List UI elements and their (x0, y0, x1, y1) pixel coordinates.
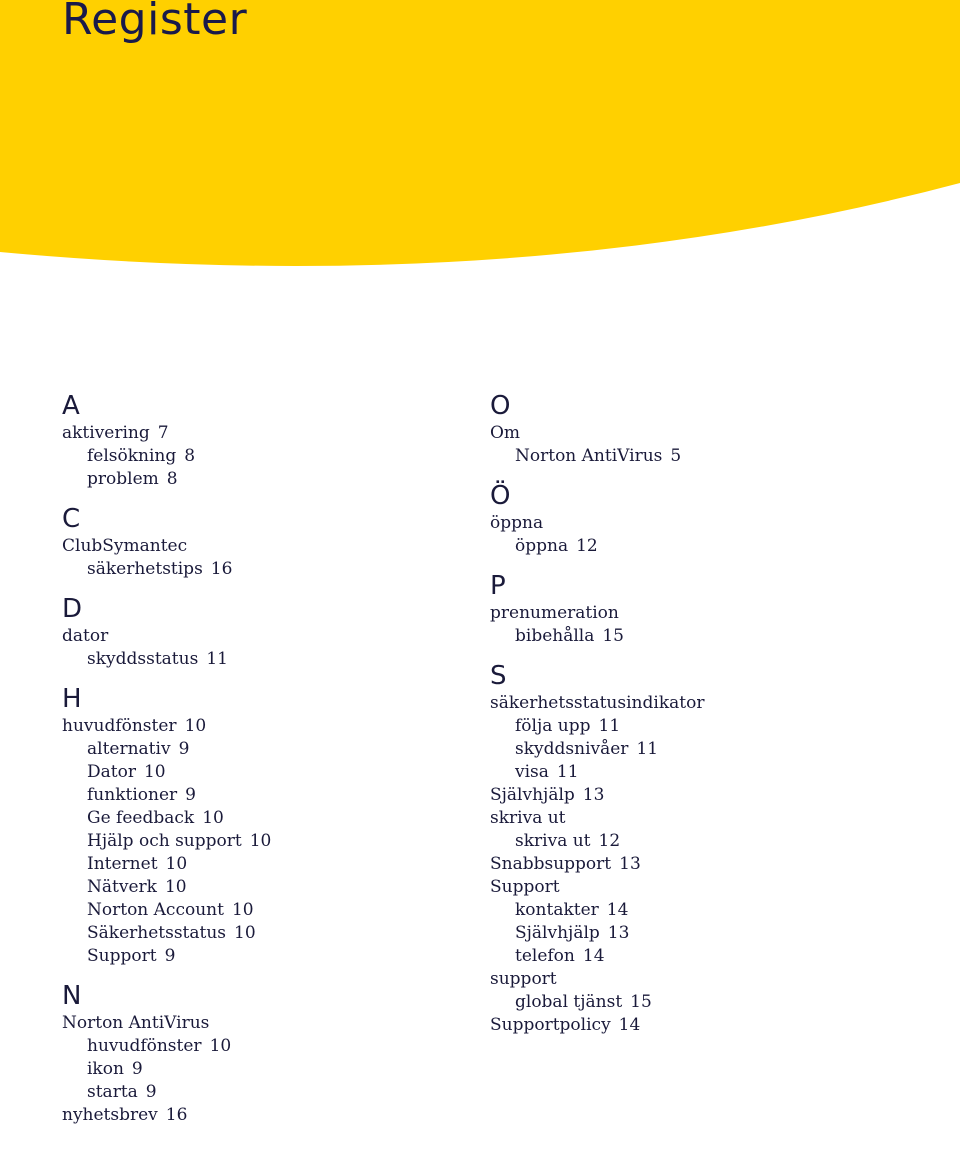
page-number: 9 (131, 1059, 143, 1079)
page-number: 16 (165, 1105, 188, 1125)
page-number: 14 (618, 1015, 641, 1035)
index-subentry (62, 830, 482, 853)
page-number: 10 (231, 900, 254, 920)
page-number: 14 (582, 946, 605, 966)
index-subentry (62, 1081, 482, 1104)
index-term: support (490, 969, 557, 989)
page-number: 13 (619, 854, 641, 874)
index-entry (62, 422, 482, 445)
page-number: 10 (143, 762, 166, 782)
index-subentry (62, 468, 482, 491)
page-number: 12 (598, 831, 621, 851)
index-subentry (490, 922, 910, 945)
index-term: Norton AntiVirus (515, 446, 663, 466)
page-number: 7 (157, 423, 169, 443)
index-section (490, 390, 910, 468)
page-number: 12 (576, 536, 598, 556)
index-entry (62, 1012, 482, 1035)
index-section (490, 660, 910, 1037)
index-entry (62, 1104, 482, 1127)
index-term: nyhetsbrev (62, 1105, 158, 1125)
index-subentry (490, 945, 910, 968)
index-term: Självhjälp (515, 923, 600, 943)
index-subentry (62, 1058, 482, 1081)
page-number: 10 (165, 854, 188, 874)
page-number: 11 (556, 762, 579, 782)
index-subentry (62, 648, 482, 671)
section-letter: C (62, 504, 81, 534)
page-number: 11 (636, 739, 659, 759)
index-term: prenumeration (490, 603, 619, 623)
index-subentry (490, 899, 910, 922)
page-number: 13 (607, 923, 630, 943)
index-subentry (62, 876, 482, 899)
index-term: ikon (87, 1059, 124, 1079)
index-subentry (490, 445, 910, 468)
index-entry (62, 625, 482, 648)
index-section (490, 570, 910, 648)
section-letter: S (490, 661, 507, 691)
index-entry (62, 535, 482, 558)
index-subentry (62, 445, 482, 468)
index-term: funktioner (87, 785, 178, 805)
index-term: visa (515, 762, 549, 782)
index-term: Norton Account (87, 900, 224, 920)
index-subentry (490, 738, 910, 761)
index-term: alternativ (87, 739, 171, 759)
index-term: Support (490, 877, 560, 897)
index-entry (490, 807, 910, 830)
page-number: 14 (606, 900, 629, 920)
section-letter: H (62, 684, 82, 714)
index-term: Dator (87, 762, 136, 782)
section-letter: D (62, 594, 83, 624)
index-section (62, 683, 482, 968)
index-term: öppna (490, 513, 544, 533)
page-number: 5 (670, 446, 682, 466)
page-number: 9 (145, 1082, 157, 1102)
index-term: skriva ut (490, 808, 566, 828)
section-letter: Ö (490, 481, 511, 511)
index-subentry (62, 1035, 482, 1058)
index-subentry (62, 853, 482, 876)
index-term: ClubSymantec (62, 536, 188, 556)
index-term: Hjälp och support (87, 831, 242, 851)
index-subentry (62, 558, 482, 581)
section-letter: P (490, 571, 506, 601)
section-letter: A (62, 391, 80, 421)
page-number: 9 (164, 946, 176, 966)
index-subentry (62, 784, 482, 807)
index-entry (490, 512, 910, 535)
index-entry (62, 715, 482, 738)
section-letter: O (490, 391, 511, 421)
index-term: skyddsnivåer (515, 739, 629, 759)
index-section (62, 390, 482, 491)
index-term: Norton AntiVirus (62, 1013, 210, 1033)
index-entry (490, 1014, 910, 1037)
index-term: dator (62, 626, 109, 646)
page-number: 13 (582, 785, 605, 805)
index-section (62, 503, 482, 581)
index-term: öppna (515, 536, 569, 556)
index-term: starta (87, 1082, 138, 1102)
page-number: 9 (178, 739, 190, 759)
index-subentry (62, 761, 482, 784)
index-section (62, 593, 482, 671)
page-title: Register (62, 0, 248, 45)
index-term: Supportpolicy (490, 1015, 611, 1035)
index-entry (490, 968, 910, 991)
index-section (62, 980, 482, 1127)
page-number: 9 (185, 785, 196, 805)
page-number: 15 (602, 626, 624, 646)
index-subentry (490, 535, 910, 558)
index-column-left (62, 390, 482, 1139)
index-section (490, 480, 910, 558)
index-subentry (490, 625, 910, 648)
index-term: skyddsstatus (87, 649, 199, 669)
page-number: 10 (209, 1036, 232, 1056)
index-term: aktivering (62, 423, 150, 443)
index-term: huvudfönster (62, 716, 177, 736)
index-entry (490, 422, 910, 445)
index-entry (490, 876, 910, 899)
index-term: Om (490, 423, 521, 443)
index-entry (490, 602, 910, 625)
index-entry (490, 692, 910, 715)
page-number: 11 (598, 716, 621, 736)
index-entry (490, 853, 910, 876)
page-number: 11 (206, 649, 228, 669)
index-subentry (62, 945, 482, 968)
index-term: Självhjälp (490, 785, 575, 805)
page-number: 8 (166, 469, 178, 489)
page-number: 10 (164, 877, 187, 897)
index-term: Säkerhetsstatus (87, 923, 227, 943)
index-term: bibehålla (515, 626, 595, 646)
index-term: Nätverk (87, 877, 157, 897)
index-subentry (490, 761, 910, 784)
index-subentry (62, 922, 482, 945)
section-letter: N (62, 981, 82, 1011)
index-term: säkerhetstips (87, 559, 203, 579)
index-term: problem (87, 469, 159, 489)
index-subentry (62, 738, 482, 761)
page-number: 10 (249, 831, 272, 851)
index-term: huvudfönster (87, 1036, 202, 1056)
page-number: 8 (184, 446, 196, 466)
page-number: 10 (234, 923, 256, 943)
index-term: telefon (515, 946, 575, 966)
index-subentry (62, 807, 482, 830)
page-number: 16 (210, 559, 233, 579)
index-term: skriva ut (515, 831, 591, 851)
index-subentry (490, 715, 910, 738)
index-term: Internet (87, 854, 158, 874)
index-subentry (490, 830, 910, 853)
index-term: säkerhetsstatusindikator (490, 693, 705, 713)
index-subentry (490, 991, 910, 1014)
index-term: felsökning (87, 446, 177, 466)
index-term: Ge feedback (87, 808, 195, 828)
index-column-right (490, 390, 910, 1049)
page-number: 10 (202, 808, 224, 828)
index-subentry (62, 899, 482, 922)
index-term: Snabbsupport (490, 854, 612, 874)
index-term: Support (87, 946, 157, 966)
index-entry (490, 784, 910, 807)
index-term: kontakter (515, 900, 599, 920)
index-term: följa upp (515, 716, 591, 736)
index-term: global tjänst (515, 992, 623, 1012)
page-number: 15 (630, 992, 652, 1012)
page-number: 10 (184, 716, 207, 736)
